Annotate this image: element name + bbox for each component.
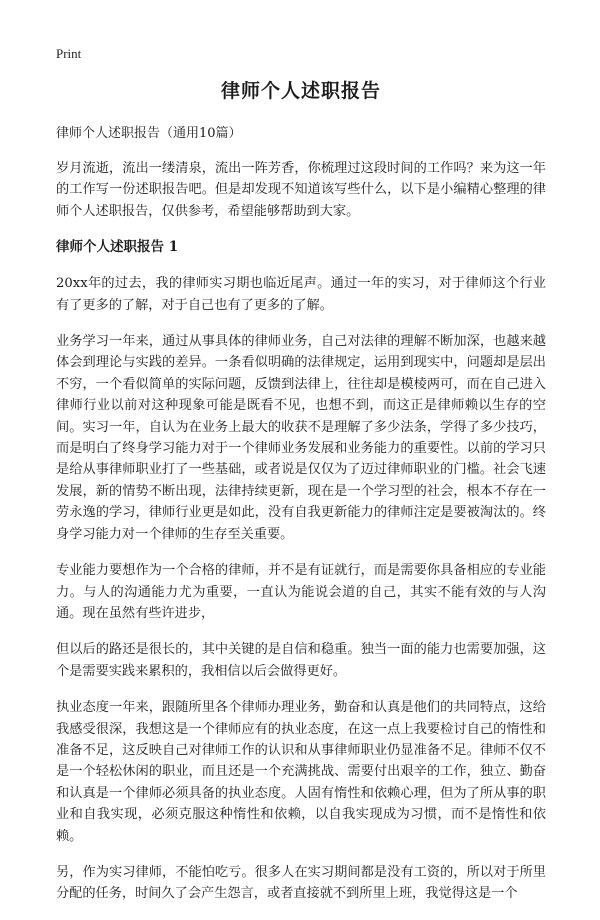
document-body — [56, 78, 546, 920]
section-heading: 律师个人述职报告 1 — [56, 239, 179, 256]
body-paragraph: 20xx年的过去，我的律师实习期也临近尾声。通过一年的实习，对于律师这个行业有了更多的了解，对于自己也有了更多的了解。 — [56, 276, 546, 313]
body-paragraph: 但以后的路还是很长的，其中关键的是自信和稳重。独当一面的能力也需要加强，这个是需要实践来累积的，我相信以后会做得更好。 — [56, 642, 546, 679]
document-subtitle: 律师个人述职报告（通用10篇） — [56, 126, 242, 141]
page-title: 律师个人述职报告 — [220, 80, 381, 102]
body-paragraph: 业务学习一年来，通过从事具体的律师业务，自己对法律的理解不断加深，也越来越体会到理论与实践的差异。一条看似明确的法律规定，运用到现实中，问题却是层出不穷，一个看似简单的实际问题，反馈到法律上，往往却是模棱两可，而在自己进入律师行业以前对这种现象可能是既看不见，也想不到，而这正是律师赖以生存的空间。实习一年，自认为在业务上最大的收获不是理解了多少法条，学得了多少技巧，而是明白了终身学习能力对于一个律师业务发展和业务能力的重要性。以前的学习只是给从事律师职业打了一些基础，或者说是仅仅为了迈过律师职业的门槛。社会飞速发展，新的情势不断出现，法律持续更新，现在是一个学习型的社会，根本不存在一劳永逸的学习，律师行业更是如此，没有自我更新能力的律师注定是要被淘汰的。终身学习能力对一个律师的生存至关重要。 — [56, 334, 546, 542]
body-paragraph: 执业态度一年来，跟随所里各个律师办理业务，勤奋和认真是他们的共同特点，这给我感受很深，我想这是一个律师应有的执业态度，在这一点上我要检讨自己的惰性和准备不足，这反映自己对律师工作的认识和从事律师职业仍显准备不足。律师不仅不是一个轻松休闲的职业，而且还是一个充满挑战、需要付出艰辛的工作，独立、勤奋和认真是一个律师必须具备的执业态度。人固有惰性和依赖心理，但为了所从事的职业和自我实现，必须克服这种惰性和依赖，以自我实现成为习惯，而不是惰性和依赖。 — [56, 700, 546, 844]
print-link[interactable]: Print — [56, 46, 82, 61]
body-paragraph: 专业能力要想作为一个合格的律师，并不是有证就行，而是需要你具备相应的专业能力。与人的沟通能力尤为重要，一直认为能说会道的自己，其实不能有效的与人沟通。现在虽然有些许进步， — [56, 563, 546, 621]
body-paragraph: 另，作为实习律师，不能怕吃亏。很多人在实习期间都是没有工资的，所以对于所里分配的任务，时间久了会产生怨言，或者直接就不到所里上班，我觉得这是一个 — [56, 864, 546, 902]
intro-paragraph: 岁月流逝，流出一缕清泉，流出一阵芳香，你梳理过这段时间的工作吗？来为这一年的工作写一份述职报告吧。但是却发现不知道该写些什么，以下是小编精心整理的律师个人述职报告，仅供参考，希望能够帮助到大家。 — [56, 161, 546, 219]
